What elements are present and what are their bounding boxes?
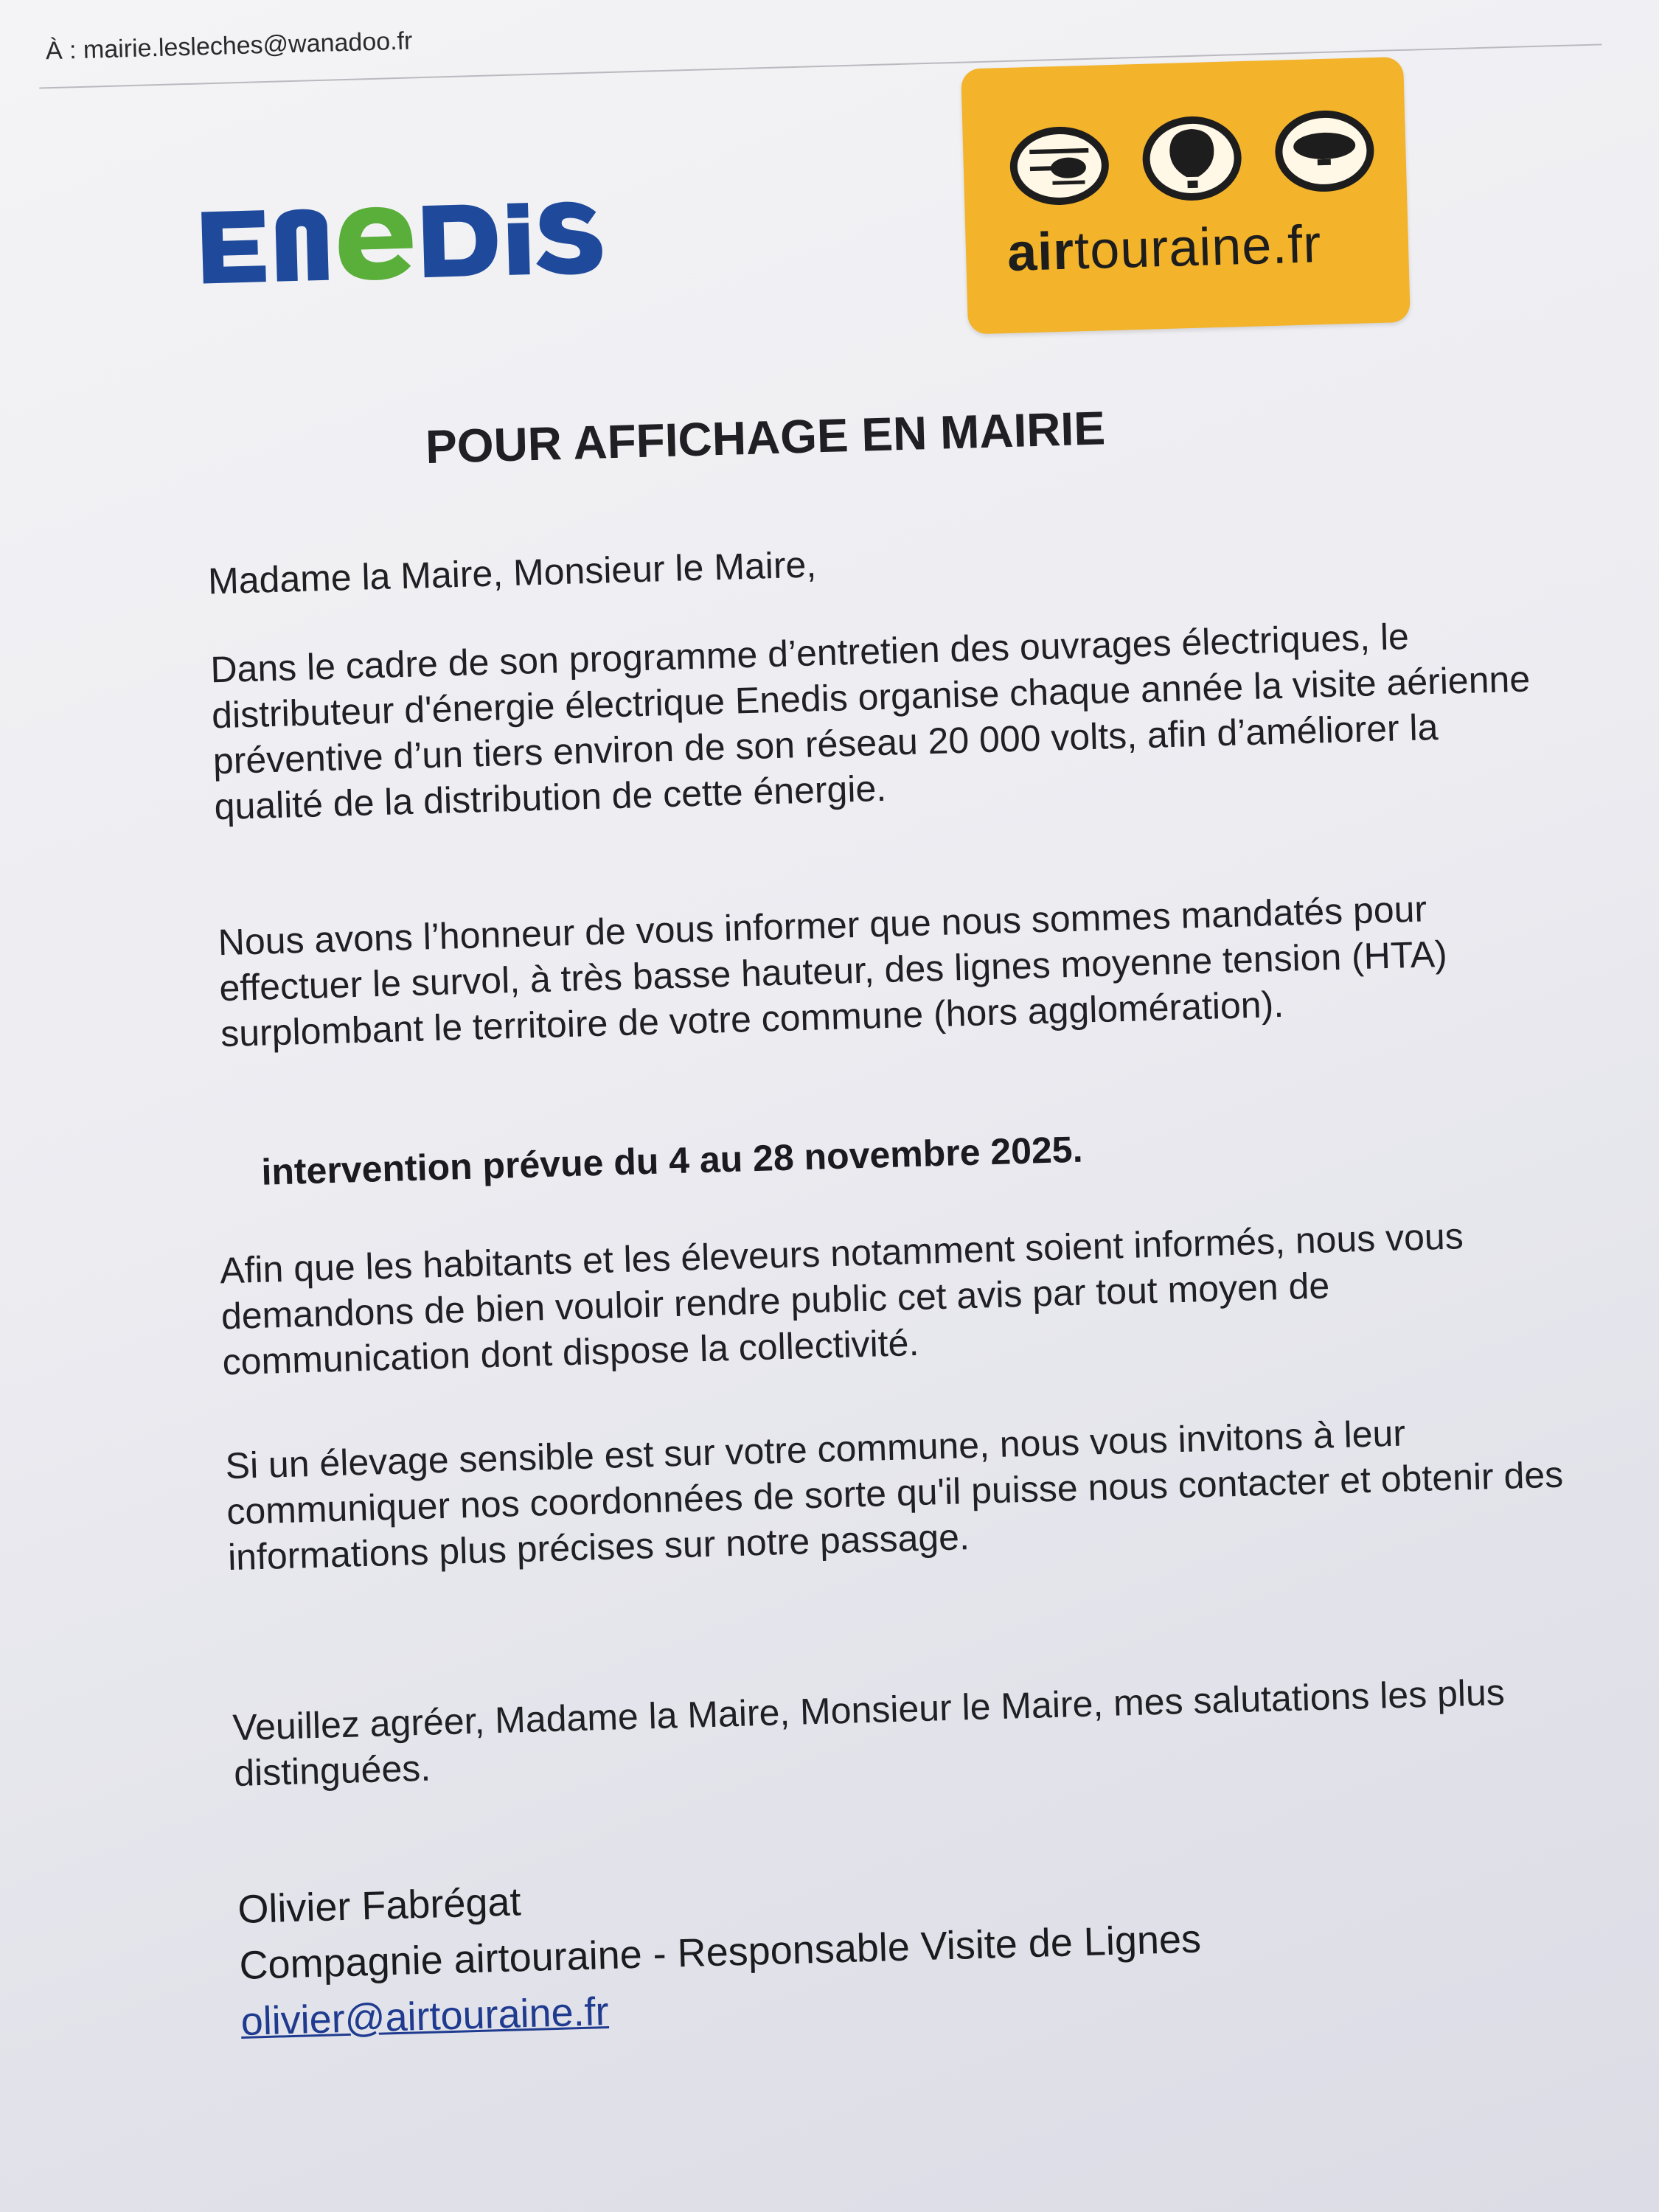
signer-name: Olivier Fabrégat [237, 1879, 522, 1932]
paragraph-overflight: Nous avons l’honneur de vous informer que nous sommes mandatés pour effectuer le survol, à très basse hauteur, des lignes moyenne tension (HTA) surplombant le territoire de votre commune (hors agglomération). [218, 888, 1448, 1055]
signer-email-link[interactable]: olivier@airtouraine.fr [240, 1989, 610, 2044]
intervention-dates: intervention prévue du 4 au 28 novembre 2025. [260, 1128, 1084, 1193]
paragraph-closing: Veuillez agréer, Madame la Maire, Monsieur le Maire, mes salutations les plus distinguées. [232, 1671, 1506, 1795]
helicopter-icon [1013, 129, 1107, 202]
airship-icon [1278, 113, 1371, 189]
aircraft-icons [1006, 102, 1378, 215]
paragraph-inform-residents: Afin que les habitants et les éleveurs notamment soient informés, nous vous demandons de bien vouloir rendre public cet avis par tout moyen de communication dont dispose la collectivité. [219, 1215, 1464, 1383]
airtouraine-wordmark: airtouraine.fr [1006, 215, 1323, 282]
page-title: POUR AFFICHAGE EN MAIRIE [425, 401, 1106, 474]
salutation: Madame la Maire, Monsieur le Maire, [207, 543, 817, 602]
airtouraine-logo [961, 57, 1411, 335]
enedis-logo [194, 189, 609, 290]
paragraph-maintenance: Dans le cadre de son programme d’entretien des ouvrages électriques, le distributeur d'énergie électrique Enedis organise chaque année la visite aérienne préventive d’un tiers environ de son réseau 20 000 volts, afin d’améliorer la qualité de la distribution de cette énergie. [209, 615, 1531, 828]
signer-role: Compagnie airtouraine - Responsable Visite de Lignes [238, 1916, 1202, 1988]
hot-air-balloon-icon [1145, 119, 1239, 198]
signature-block [237, 1855, 1203, 2050]
paragraph-sensitive-farms: Si un élevage sensible est sur votre commune, nous vous invitons à leur communiquer nos coordonnées de sorte qu'il puisse nous contacter et obtenir des informations plus précises sur notre passage. [224, 1412, 1564, 1579]
recipient-line: À : mairie.lesleches@wanadoo.fr [45, 27, 413, 66]
